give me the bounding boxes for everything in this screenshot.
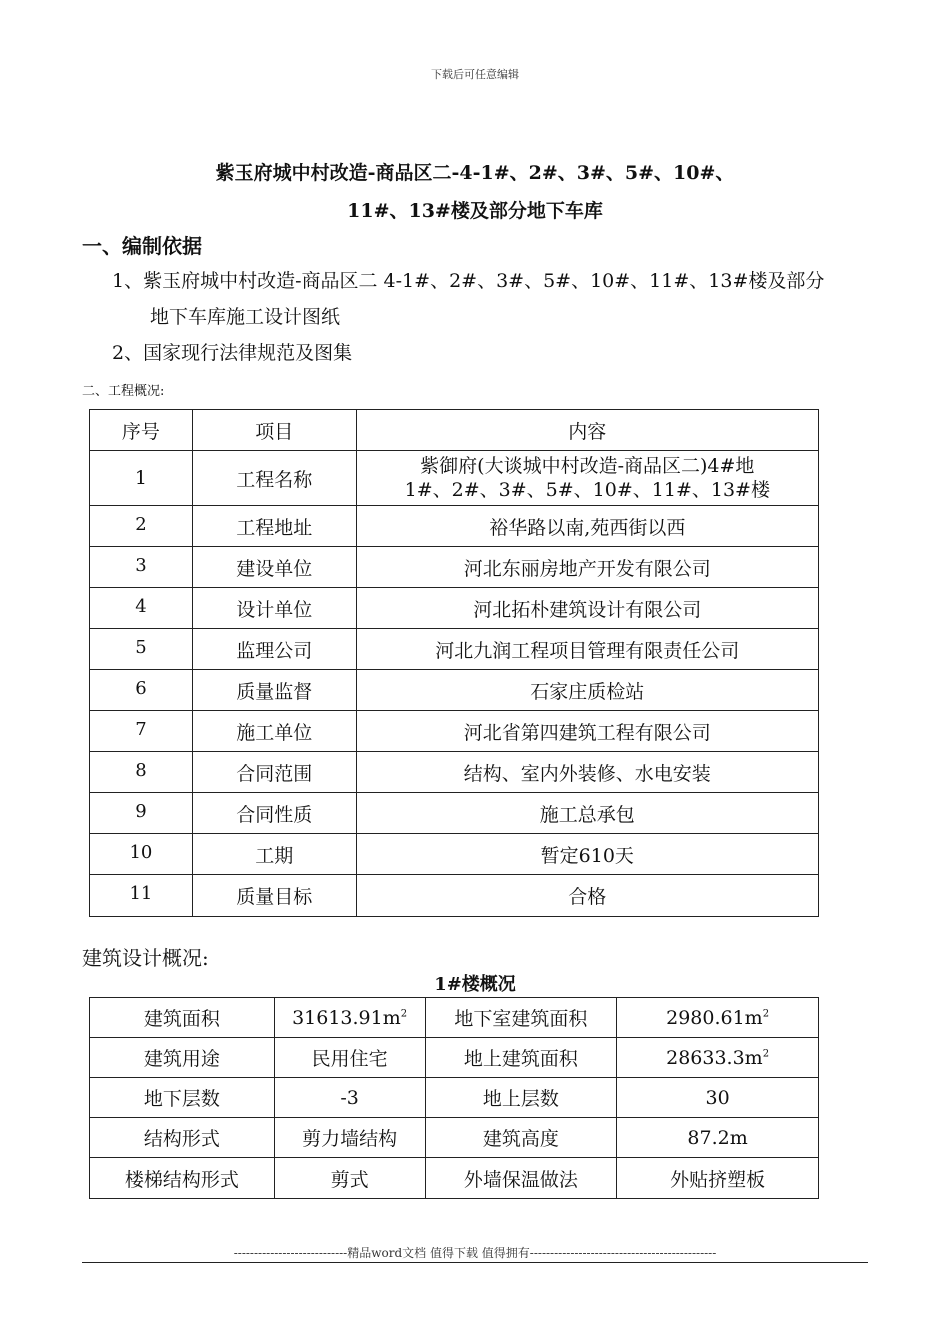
building-title: 1#楼概况 <box>434 974 516 995</box>
value-cell <box>617 1158 819 1199</box>
row-content: 施工总承包 <box>356 793 818 834</box>
value-cell <box>617 1078 819 1118</box>
value-text: 2980.61m <box>666 1006 763 1029</box>
value-text: 31613.91m <box>292 1006 401 1029</box>
row-content <box>356 451 818 506</box>
row-content: 河北拓朴建筑设计有限公司 <box>356 588 818 629</box>
row-no: 8 <box>90 752 193 793</box>
row-content-line1: 紫御府(大谈城中村改造-商品区二)4#地 <box>420 455 755 477</box>
footer-divider <box>82 1262 868 1263</box>
table-row <box>90 998 819 1038</box>
table-row <box>90 752 819 793</box>
table-row <box>90 1038 819 1078</box>
value-cell <box>274 1158 425 1199</box>
row-no: 7 <box>90 711 193 752</box>
value-text: 剪力墙结构 <box>302 1128 398 1150</box>
table-row <box>90 506 819 547</box>
value-cell <box>274 1078 425 1118</box>
row-no: 2 <box>90 506 193 547</box>
label-cell: 地上层数 <box>425 1078 617 1118</box>
row-no: 1 <box>90 451 193 506</box>
table-row <box>90 834 819 875</box>
value-text: 外贴挤塑板 <box>670 1168 766 1191</box>
basis-item1-line2: 地下车库施工设计图纸 <box>150 306 341 328</box>
row-no: 9 <box>90 793 193 834</box>
row-item: 合同范围 <box>192 752 356 793</box>
table-row <box>90 670 819 711</box>
label-cell: 外墙保温做法 <box>425 1158 617 1199</box>
label-cell: 地下室建筑面积 <box>425 998 617 1038</box>
value-text: 民用住宅 <box>311 1048 388 1070</box>
value-text: 30 <box>705 1086 730 1109</box>
value-cell <box>274 998 425 1038</box>
value-cell <box>617 998 819 1038</box>
row-item: 建设单位 <box>192 547 356 588</box>
document-title-line1: 紫玉府城中村改造-商品区二-4-1#、2#、3#、5#、10#、 <box>215 162 735 184</box>
value-text: 剪式 <box>330 1168 369 1191</box>
row-content: 河北省第四建筑工程有限公司 <box>356 711 818 752</box>
value-superscript: 2 <box>400 1008 408 1020</box>
table-row <box>90 1078 819 1118</box>
row-no: 5 <box>90 629 193 670</box>
table-row <box>90 711 819 752</box>
label-cell: 结构形式 <box>90 1118 275 1158</box>
row-content: 河北东丽房地产开发有限公司 <box>356 547 818 588</box>
header-no: 序号 <box>90 410 193 451</box>
row-content: 结构、室内外装修、水电安装 <box>356 752 818 793</box>
row-no: 4 <box>90 588 193 629</box>
label-cell: 地下层数 <box>90 1078 275 1118</box>
table-row <box>90 875 819 917</box>
row-content-line2: 1#、2#、3#、5#、10#、11#、13#楼 <box>404 479 770 501</box>
row-content: 裕华路以南,苑西街以西 <box>356 506 818 547</box>
row-item: 工程地址 <box>192 506 356 547</box>
label-cell: 楼梯结构形式 <box>90 1158 275 1199</box>
label-cell: 建筑面积 <box>90 998 275 1038</box>
row-no: 10 <box>90 834 193 875</box>
table-header-row <box>90 410 819 451</box>
project-overview-table <box>89 409 819 917</box>
footer-text: ----------------------------精品word文档 值得下载 值得拥有---------------------------------------------- <box>233 1246 717 1260</box>
row-content: 合格 <box>356 875 818 917</box>
table-row <box>90 588 819 629</box>
row-item: 质量目标 <box>192 875 356 917</box>
row-content: 暂定610天 <box>356 834 818 875</box>
value-cell <box>617 1118 819 1158</box>
row-item: 施工单位 <box>192 711 356 752</box>
document-title-line2: 11#、13#楼及部分地下车库 <box>347 200 603 222</box>
design-overview-heading: 建筑设计概况: <box>82 946 209 970</box>
row-item: 设计单位 <box>192 588 356 629</box>
section2-heading: 二、工程概况: <box>82 384 165 399</box>
label-cell: 建筑高度 <box>425 1118 617 1158</box>
row-item: 工期 <box>192 834 356 875</box>
value-cell <box>617 1038 819 1078</box>
row-content: 石家庄质检站 <box>356 670 818 711</box>
value-superscript: 2 <box>762 1048 770 1060</box>
header-note: 下载后可任意编辑 <box>431 68 519 81</box>
value-text: 28633.3m <box>666 1046 763 1069</box>
row-item: 监理公司 <box>192 629 356 670</box>
row-no: 11 <box>90 875 193 917</box>
row-item: 质量监督 <box>192 670 356 711</box>
row-no: 3 <box>90 547 193 588</box>
section1-heading: 一、编制依据 <box>82 234 202 258</box>
row-no: 6 <box>90 670 193 711</box>
row-item: 合同性质 <box>192 793 356 834</box>
table-row <box>90 547 819 588</box>
header-content: 内容 <box>356 410 818 451</box>
table-row <box>90 451 819 506</box>
value-superscript: 2 <box>762 1008 770 1020</box>
building-overview-table <box>89 997 819 1199</box>
header-item: 项目 <box>192 410 356 451</box>
table-row <box>90 1158 819 1199</box>
value-cell <box>274 1118 425 1158</box>
table-row <box>90 629 819 670</box>
basis-item2: 2、国家现行法律规范及图集 <box>112 342 353 364</box>
label-cell: 地上建筑面积 <box>425 1038 617 1078</box>
label-cell: 建筑用途 <box>90 1038 275 1078</box>
value-text: 87.2m <box>687 1126 748 1149</box>
value-cell <box>274 1038 425 1078</box>
table-row <box>90 793 819 834</box>
basis-item1-line1: 1、紫玉府城中村改造-商品区二 4-1#、2#、3#、5#、10#、11#、13#楼及部分 <box>112 270 825 292</box>
row-content: 河北九润工程项目管理有限责任公司 <box>356 629 818 670</box>
table-row <box>90 1118 819 1158</box>
value-text: -3 <box>340 1086 359 1109</box>
row-item: 工程名称 <box>192 451 356 506</box>
